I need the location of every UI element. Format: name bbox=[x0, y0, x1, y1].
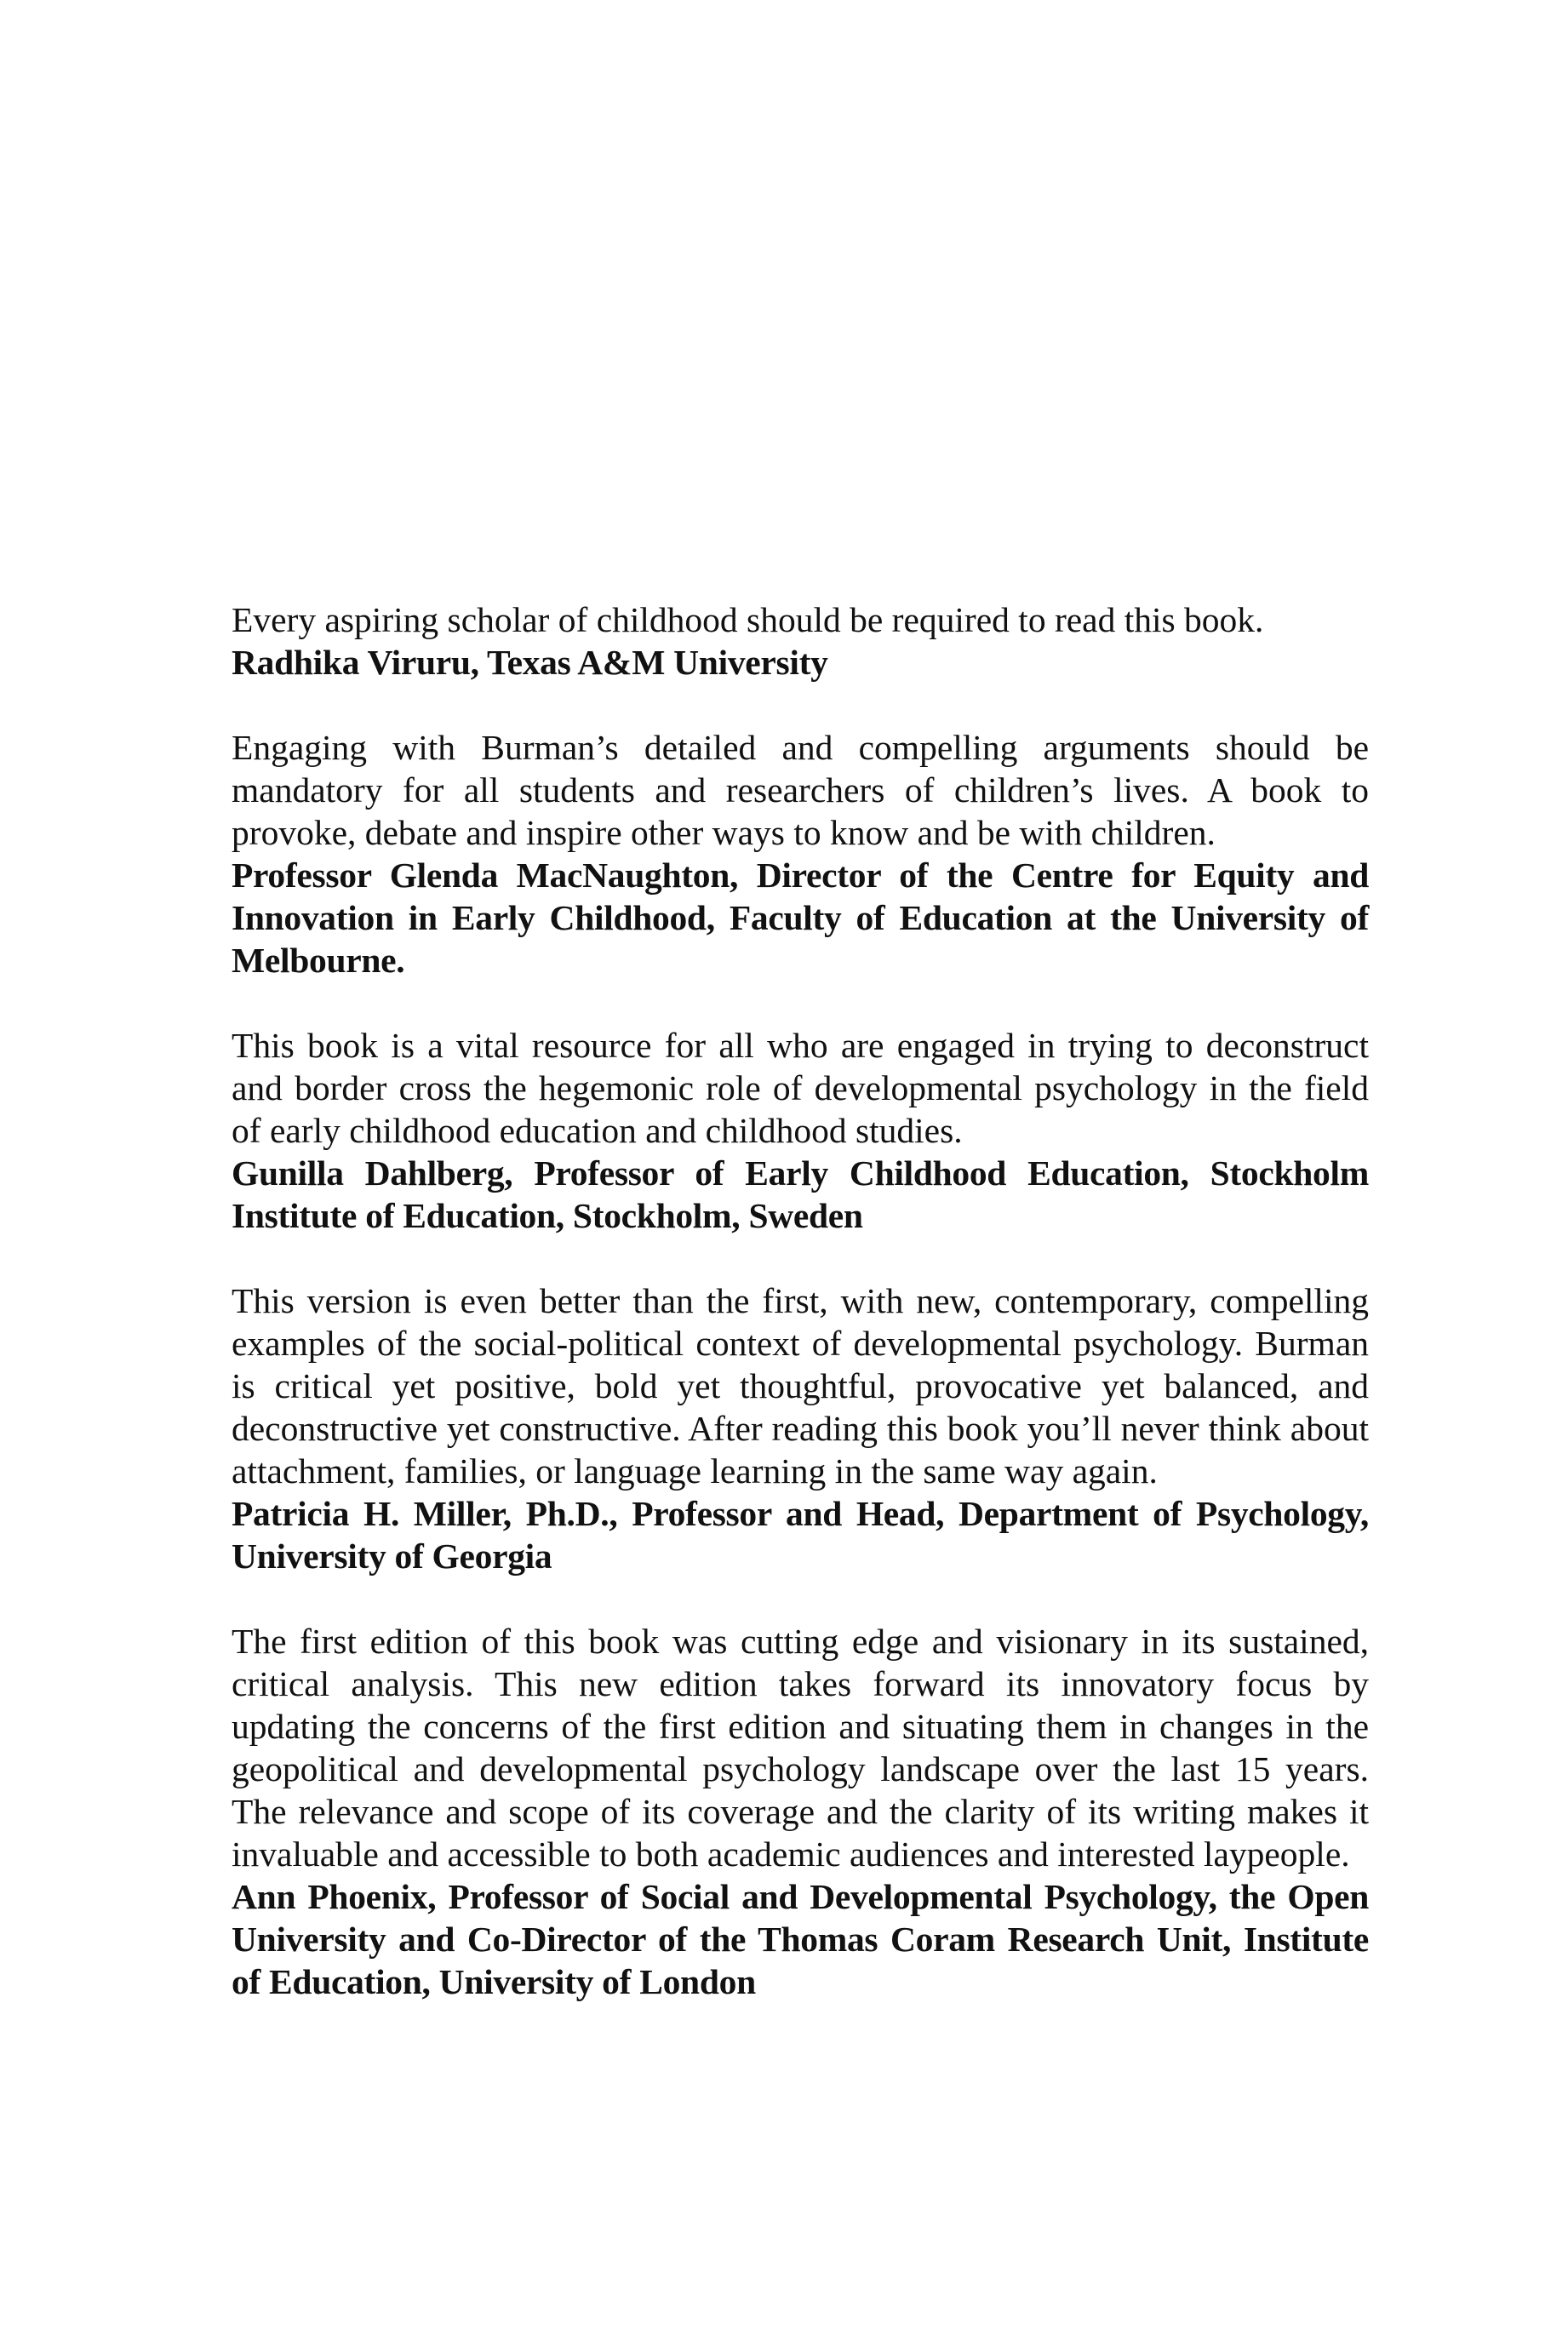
endorsement-quote: Every aspiring scholar of childhood should be required to read this book. bbox=[232, 600, 1264, 639]
endorsement-quote: The first edition of this book was cutting edge and visionary in its sustained, critical analysis. This new edition takes forward its innovatory focus by updating the concerns of the first edition and situating them in changes in the geopolitical and developmental psychology landscape over the last 15 years. The relevance and scope of its coverage and the clarity of its writing makes it invaluable and accessible to both academic audiences and interested laypeople. bbox=[232, 1622, 1369, 1874]
endorsement-2 bbox=[232, 726, 1369, 981]
endorsement-attribution: Patricia H. Miller, Ph.D., Professor and Head, Department of Psychology, University of Georgia bbox=[232, 1494, 1369, 1576]
endorsements-section bbox=[232, 598, 1369, 2046]
endorsement-attribution: Radhika Viruru, Texas A&M University bbox=[232, 643, 828, 682]
endorsement-5 bbox=[232, 1620, 1369, 2003]
endorsement-3 bbox=[232, 1024, 1369, 1237]
endorsement-1 bbox=[232, 598, 1369, 684]
endorsement-attribution: Professor Glenda MacNaughton, Director of the Centre for Equity and Innovation in Early Childhood, Faculty of Education at the University of Melbourne. bbox=[232, 856, 1369, 980]
endorsement-attribution: Ann Phoenix, Professor of Social and Developmental Psychology, the Open University and Co-Director of the Thomas Coram Research Unit, Institute of Education, University of London bbox=[232, 1877, 1369, 2001]
endorsement-quote: This book is a vital resource for all who are engaged in trying to deconstruct and border cross the hegemonic role of developmental psychology in the field of early childhood education and childhood studies. bbox=[232, 1026, 1369, 1150]
endorsement-4 bbox=[232, 1279, 1369, 1577]
endorsement-quote: Engaging with Burman’s detailed and compelling arguments should be mandatory for all students and researchers of children’s lives. A book to provoke, debate and inspire other ways to know and be with children. bbox=[232, 728, 1369, 852]
endorsement-attribution: Gunilla Dahlberg, Professor of Early Childhood Education, Stockholm Institute of Education, Stockholm, Sweden bbox=[232, 1153, 1369, 1235]
endorsement-quote: This version is even better than the first, with new, contemporary, compelling examples of the social-political context of developmental psychology. Burman is critical yet positive, bold yet thoughtful, provocative yet balanced, and deconstructive yet constructive. After reading this book you’ll never think about attachment, families, or language learning in the same way again. bbox=[232, 1281, 1369, 1491]
